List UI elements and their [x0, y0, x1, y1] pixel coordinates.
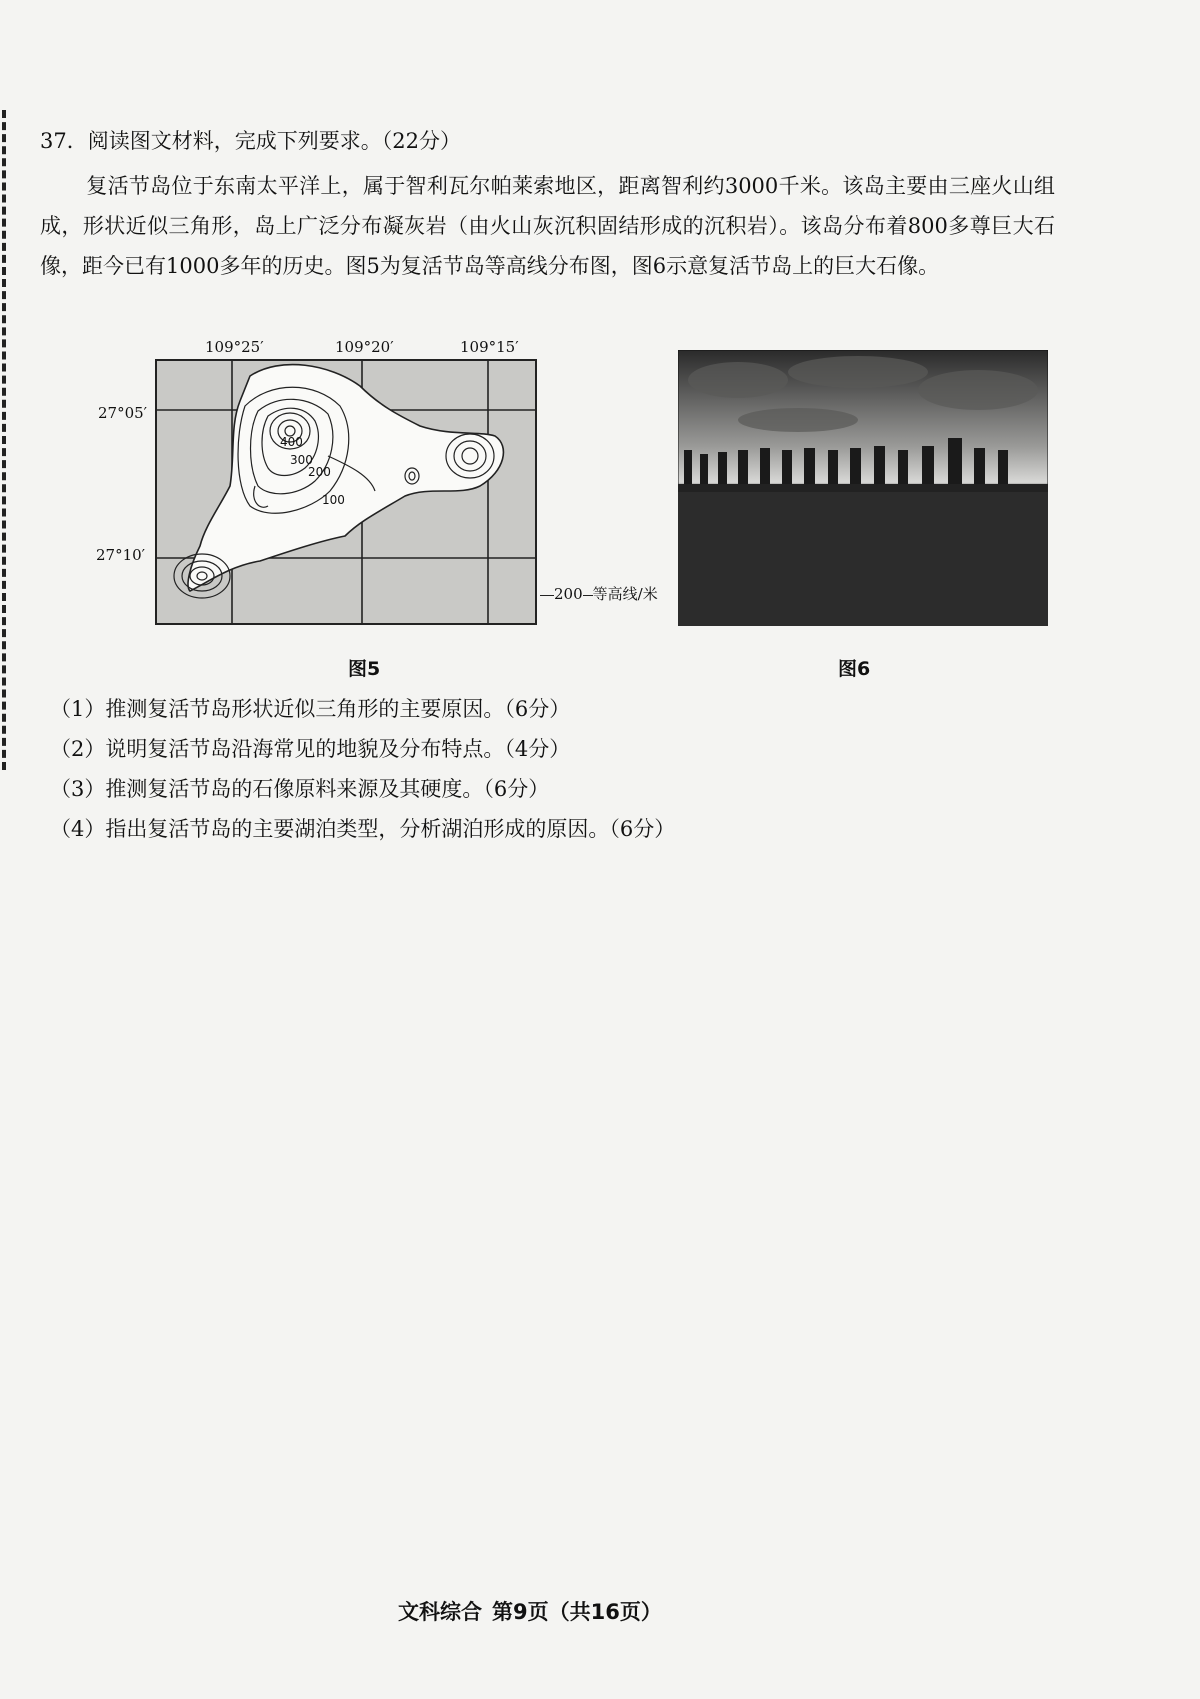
contour-label: 200 — [308, 465, 331, 479]
lat-label: 27°05′ — [98, 404, 148, 422]
ground — [678, 492, 1048, 626]
lat-label: 27°10′ — [96, 546, 146, 564]
contour-label: 100 — [322, 493, 345, 507]
subquestion-3: （3）推测复活节岛的石像原料来源及其硬度。（6分） — [50, 777, 550, 801]
question-header: 37．阅读图文材料，完成下列要求。（22分） — [40, 129, 461, 153]
binding-line — [2, 110, 10, 770]
legend-line — [583, 595, 593, 596]
figure5-caption: 图5 — [348, 658, 381, 680]
contour-legend — [540, 583, 658, 604]
moai-photo — [678, 350, 1048, 626]
lon-label: 109°15′ — [460, 338, 519, 356]
platform — [678, 484, 1048, 492]
subquestion-1: （1）推测复活节岛形状近似三角形的主要原因。（6分） — [50, 697, 571, 721]
subquestion-4: （4）指出复活节岛的主要湖泊类型，分析湖泊形成的原因。（6分） — [50, 817, 676, 841]
legend-line — [540, 595, 554, 596]
contour-label: 300 — [290, 453, 313, 467]
paragraph-text: 复活节岛位于东南太平洋上，属于智利瓦尔帕莱索地区，距离智利约3000千米。该岛主要由三座火山组成，形状近似三角形，岛上广泛分布凝灰岩（由火山灰沉积固结形成的沉积岩）。该岛分布着800多尊巨大石像，距今已有1000多年的历史。图5为复活节岛等高线分布图，图6示意复活节岛上的巨大石像。 — [40, 174, 1055, 278]
legend-value: 200 — [554, 585, 583, 603]
footer-subject: 文科综合 — [398, 1600, 482, 1624]
contour-map-figure — [150, 336, 540, 626]
lon-label: 109°25′ — [205, 338, 264, 356]
contour-label: 400 — [280, 435, 303, 449]
footer-page: 第9页（共16页） — [492, 1600, 662, 1624]
figure6-caption: 图6 — [838, 658, 871, 680]
lon-label: 109°20′ — [335, 338, 394, 356]
page-footer — [398, 1596, 672, 1626]
legend-text: 等高线/米 — [592, 585, 658, 603]
subquestion-2: （2）说明复活节岛沿海常见的地貌及分布特点。（4分） — [50, 737, 571, 761]
question-paragraph — [40, 166, 1055, 286]
